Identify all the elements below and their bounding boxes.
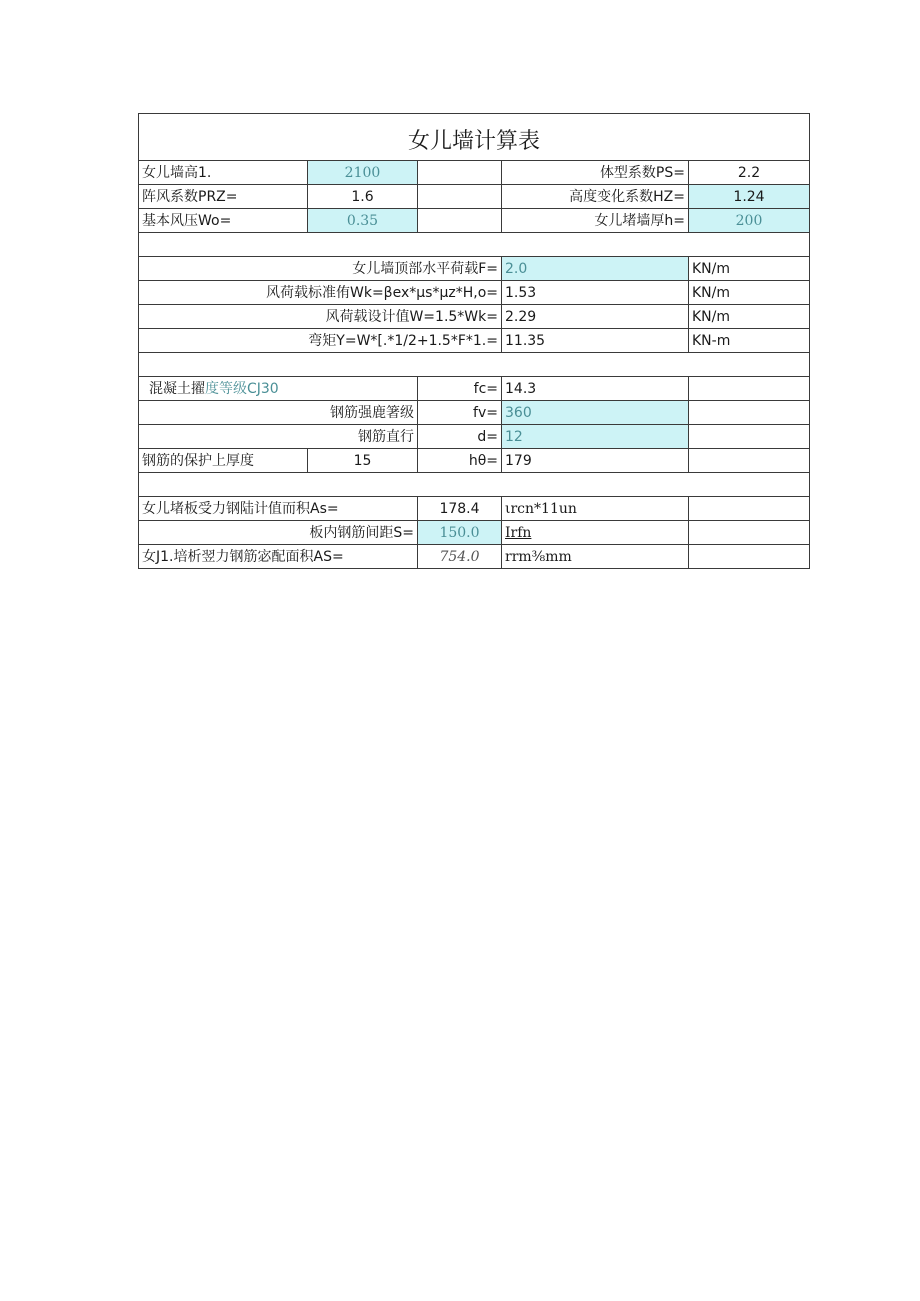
steel-strength-label: 钢筋强鹿箸级 <box>139 401 418 425</box>
as-label: 女儿堵板受力钢陆计值而积As= <box>139 497 418 521</box>
steel-diameter-label: 钢筋直行 <box>139 425 418 449</box>
param-label: 基本风压Wo= <box>139 209 308 233</box>
param-value: 1.6 <box>308 185 418 209</box>
empty-cell <box>418 161 502 185</box>
param-row <box>139 161 810 185</box>
as-value: 178.4 <box>418 497 502 521</box>
load-row <box>139 281 810 305</box>
material-row <box>139 425 810 449</box>
h0-label: hθ= <box>418 449 502 473</box>
param-row <box>139 209 810 233</box>
load-row <box>139 329 810 353</box>
load-label: 风荷载设计值W=1.5*Wk= <box>139 305 502 329</box>
d-input[interactable]: 12 <box>502 425 689 449</box>
concrete-label-a: 混凝土擢 <box>149 380 205 397</box>
material-row <box>139 377 810 401</box>
param-input[interactable]: 200 <box>689 209 810 233</box>
empty-cell <box>689 545 810 569</box>
spacing-unit: Irfn <box>505 524 532 541</box>
spacing-label: 板内钢筋间距S= <box>139 521 418 545</box>
cover-value: 15 <box>308 449 418 473</box>
cover-label: 钢筋的保护上厚度 <box>139 449 308 473</box>
material-row <box>139 401 810 425</box>
as-actual-value: 754.0 <box>418 545 502 569</box>
spacer-row <box>139 233 810 257</box>
material-row <box>139 449 810 473</box>
empty-cell <box>689 521 810 545</box>
spacer-row <box>139 353 810 377</box>
load-value: 2.29 <box>502 305 689 329</box>
load-input[interactable]: 2.0 <box>502 257 689 281</box>
concrete-label-b: 度等级CJ30 <box>205 380 279 397</box>
calculation-sheet <box>138 113 809 569</box>
load-label: 风荷载标准侑Wk=βex*μs*μz*H,o= <box>139 281 502 305</box>
load-unit: KN/m <box>689 305 810 329</box>
fc-label: fc= <box>418 377 502 401</box>
empty-cell <box>689 497 810 521</box>
param-label: 体型系数PS= <box>502 161 689 185</box>
empty-cell <box>689 425 810 449</box>
empty-cell <box>418 185 502 209</box>
empty-cell <box>418 209 502 233</box>
as-unit: ιrcn*11un <box>502 497 689 521</box>
result-row <box>139 497 810 521</box>
param-input[interactable]: 1.24 <box>689 185 810 209</box>
empty-cell <box>689 449 810 473</box>
load-unit: KN/m <box>689 257 810 281</box>
calc-table <box>138 113 810 569</box>
result-row <box>139 521 810 545</box>
param-label: 女儿墙高1. <box>139 161 308 185</box>
as-actual-unit: rrm⅜mm <box>502 545 689 569</box>
spacer-row <box>139 473 810 497</box>
h0-value: 179 <box>502 449 689 473</box>
param-row <box>139 185 810 209</box>
spacing-input[interactable]: 150.0 <box>418 521 502 545</box>
as-actual-label: 女J1.培析翌力钢筋宓配面积AS= <box>139 545 418 569</box>
spacing-unit-cell <box>502 521 689 545</box>
param-label: 女儿堵墙厚h= <box>502 209 689 233</box>
fy-input[interactable]: 360 <box>502 401 689 425</box>
load-row <box>139 257 810 281</box>
empty-cell <box>689 401 810 425</box>
param-input[interactable]: 2100 <box>308 161 418 185</box>
d-label: d= <box>418 425 502 449</box>
load-unit: KN-m <box>689 329 810 353</box>
sheet-title: 女儿墙计算表 <box>139 114 810 161</box>
load-unit: KN/m <box>689 281 810 305</box>
load-label: 女儿墙顶部水平荷载F= <box>139 257 502 281</box>
param-label: 阵风系数PRZ= <box>139 185 308 209</box>
empty-cell <box>689 377 810 401</box>
fc-value: 14.3 <box>502 377 689 401</box>
load-value: 11.35 <box>502 329 689 353</box>
param-input[interactable]: 0.35 <box>308 209 418 233</box>
concrete-grade-label <box>139 377 418 401</box>
param-value: 2.2 <box>689 161 810 185</box>
load-value: 1.53 <box>502 281 689 305</box>
fy-label: fv= <box>418 401 502 425</box>
load-row <box>139 305 810 329</box>
param-label: 高度变化系数HZ= <box>502 185 689 209</box>
result-row <box>139 545 810 569</box>
load-label: 弯矩Y=W*[.*1/2+1.5*F*1.= <box>139 329 502 353</box>
